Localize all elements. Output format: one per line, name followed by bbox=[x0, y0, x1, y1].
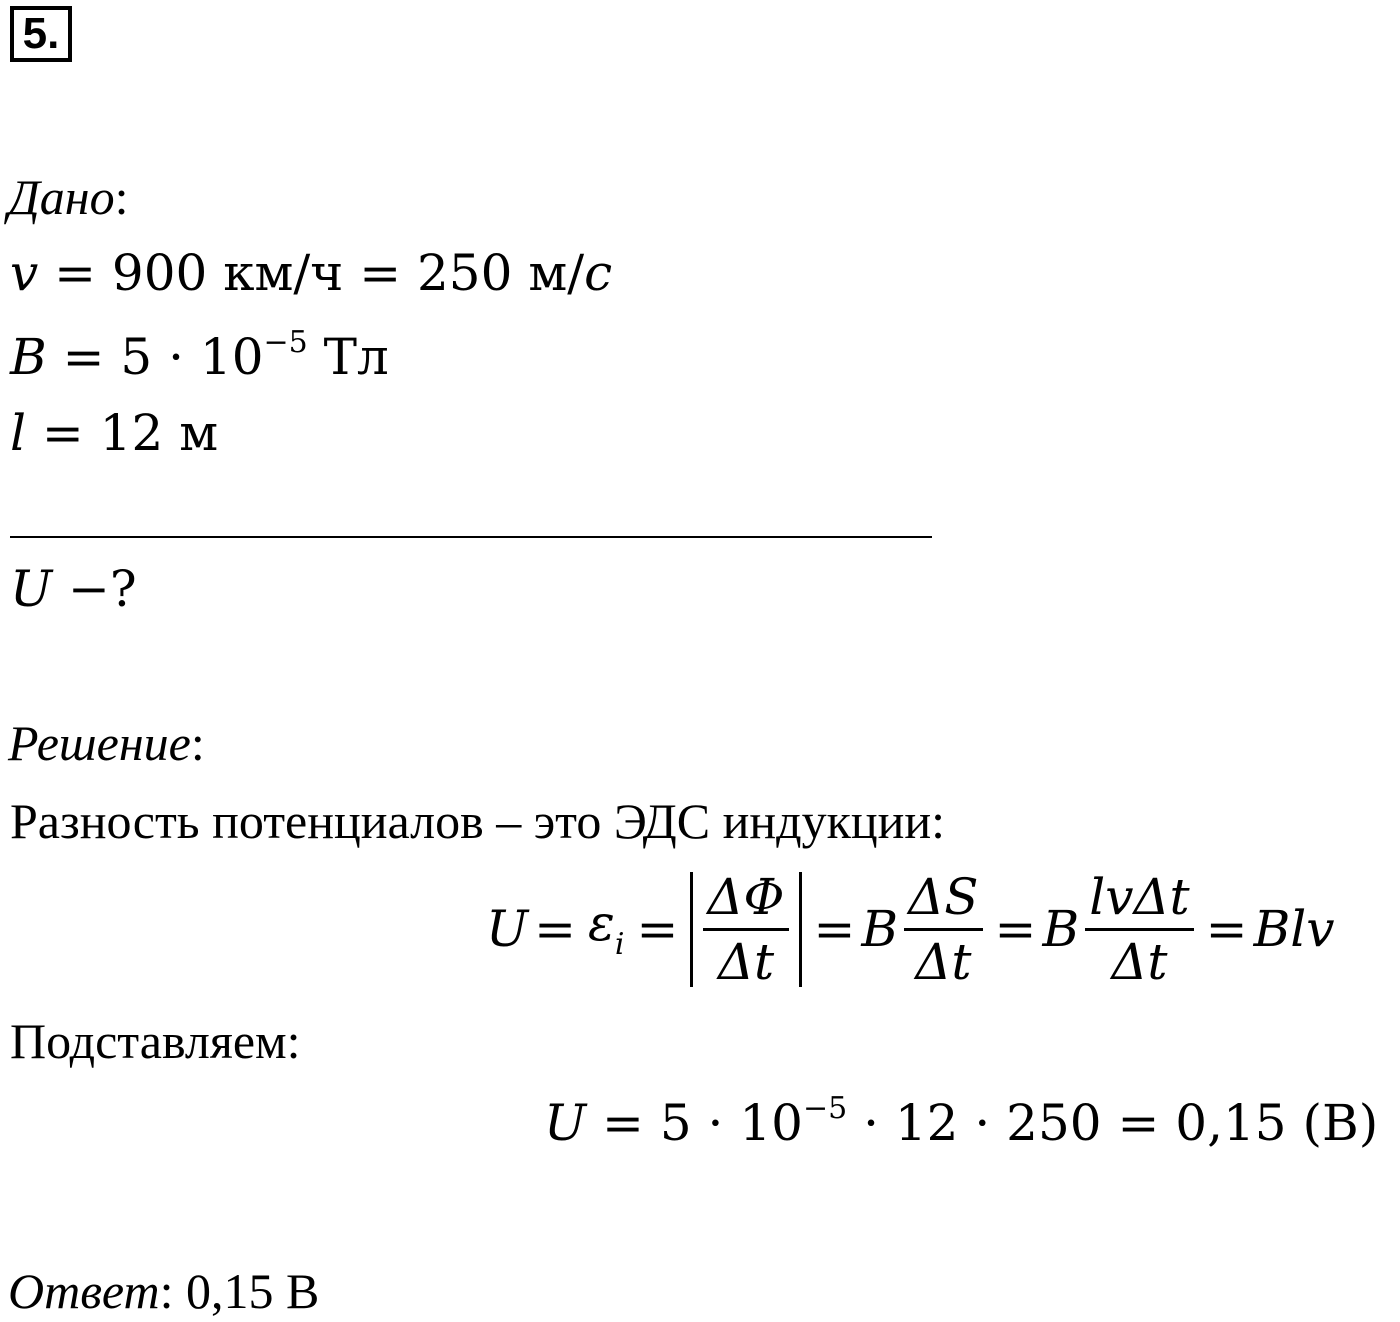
substitute-label: Подставляем: bbox=[10, 1013, 301, 1069]
calculation: $U = 5 \cdot 10^{-5} \cdot 12 \cdot 250 = 0,15$ (В) bbox=[544, 1091, 1379, 1152]
given-speed: v = 900 км/ч = 250 м/с bbox=[10, 244, 613, 302]
divider-line bbox=[10, 536, 932, 538]
answer: Ответ: 0,15 В bbox=[8, 1263, 320, 1319]
given-heading: Дано: bbox=[8, 169, 129, 225]
problem-number: 5. bbox=[10, 6, 72, 62]
given-induction: $B = 5 \cdot 10^{-5}$ Тл bbox=[10, 325, 389, 386]
solution-heading: Решение: bbox=[8, 715, 205, 771]
emf-formula: U = $\varepsilon_i$ = $\frac{\Delta\Phi}{\Delta t}$ = B $\frac{\Delta S}{\Delta t}$ = B $\frac{\text{lvΔt}}{\Delta t}$ = Blv bbox=[486, 867, 1335, 991]
absolute-value: $\frac{\Delta\Phi}{\Delta t}$ bbox=[690, 872, 801, 987]
solution-intro: Разность потенциалов – это ЭДС индукции: bbox=[10, 793, 946, 849]
find-unknown: U −? bbox=[10, 560, 137, 618]
given-length: l = 12 м bbox=[10, 404, 219, 462]
